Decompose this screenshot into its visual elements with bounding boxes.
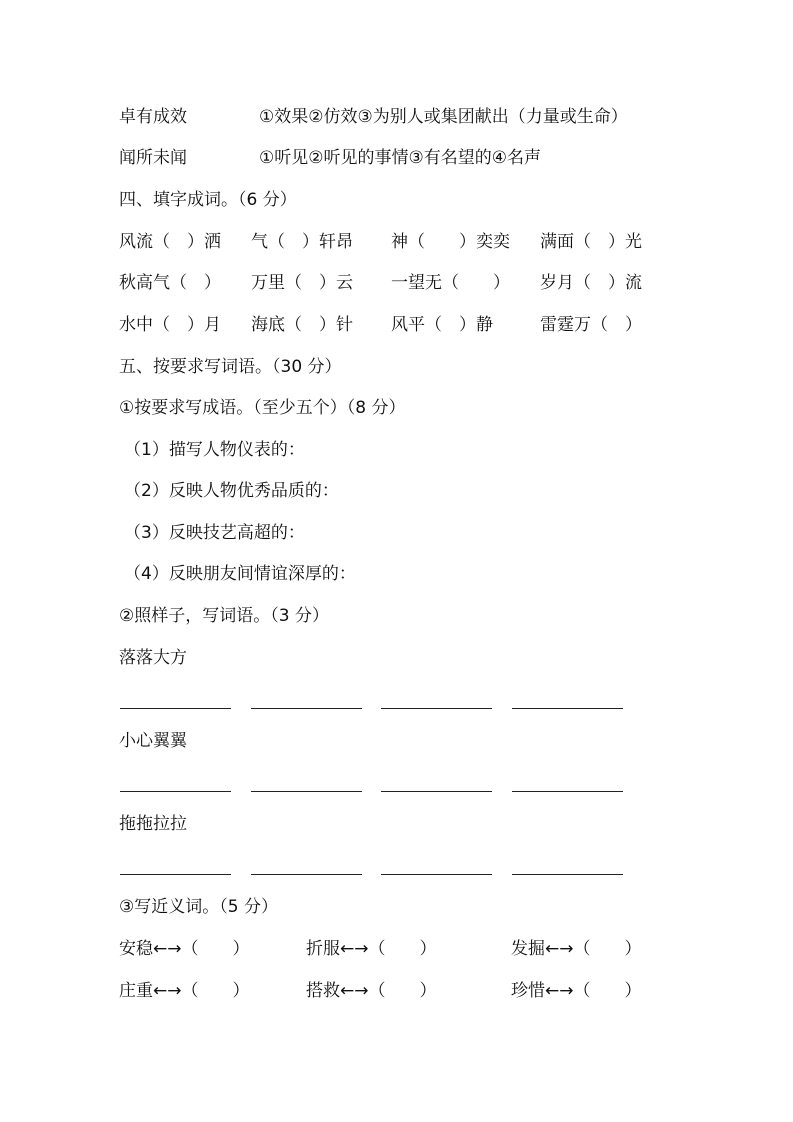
vocab-word-1: 卓有成效 (119, 107, 187, 127)
answer-blank[interactable] (251, 708, 362, 709)
answer-blank[interactable] (381, 791, 492, 792)
synonym-item: 庄重←→（ ） (119, 981, 250, 1001)
vocab-meaning-2: ①听见②听见的事情③有名望的④名声 (259, 148, 541, 168)
fill-item: 雷霆万（ ） (540, 315, 642, 335)
part1-title: ①按要求写成语。（至少五个）（8 分） (119, 398, 406, 418)
example-word: 小心翼翼 (119, 731, 187, 751)
fill-item: 海底（ ）针 (251, 315, 353, 335)
synonym-item: 珍惜←→（ ） (511, 981, 642, 1001)
section4-title: 四、填字成词。（6 分） (119, 190, 297, 210)
answer-blank[interactable] (512, 874, 623, 875)
example-word: 落落大方 (119, 648, 187, 668)
fill-item: 风流（ ）洒 (119, 232, 221, 252)
answer-blank[interactable] (120, 708, 231, 709)
answer-blank[interactable] (381, 874, 492, 875)
part2-title: ②照样子，写词语。（3 分） (119, 606, 329, 626)
vocab-word-2: 闻所未闻 (119, 148, 187, 168)
fill-item: 岁月（ ）流 (540, 273, 642, 293)
fill-item: 风平（ ）静 (391, 315, 493, 335)
section5-title: 五、按要求写词语。（30 分） (119, 357, 342, 377)
fill-item: 秋高气（ ） (119, 273, 221, 293)
fill-item: 气（ ）轩昂 (251, 232, 353, 252)
part3-title: ③写近义词。（5 分） (119, 897, 278, 917)
answer-blank[interactable] (120, 874, 231, 875)
part1-item: （3）反映技艺高超的： (124, 523, 305, 543)
part1-item: （2）反映人物优秀品质的： (124, 481, 339, 501)
fill-item: 满面（ ）光 (540, 232, 642, 252)
fill-item: 水中（ ）月 (119, 315, 221, 335)
fill-item: 神（ ）奕奕 (391, 232, 510, 252)
answer-blank[interactable] (251, 874, 362, 875)
example-word: 拖拖拉拉 (119, 814, 187, 834)
synonym-item: 安稳←→（ ） (119, 939, 250, 959)
part1-item: （1）描写人物仪表的： (124, 440, 305, 460)
synonym-item: 搭救←→（ ） (306, 981, 437, 1001)
vocab-meaning-1: ①效果②仿效③为别人或集团献出（力量或生命） (259, 107, 628, 127)
answer-blank[interactable] (120, 791, 231, 792)
synonym-item: 折服←→（ ） (306, 939, 437, 959)
answer-blank[interactable] (381, 708, 492, 709)
fill-item: 万里（ ）云 (251, 273, 353, 293)
answer-blank[interactable] (251, 791, 362, 792)
fill-item: 一望无（ ） (391, 273, 510, 293)
part1-item: （4）反映朋友间情谊深厚的： (124, 564, 356, 584)
answer-blank[interactable] (512, 708, 623, 709)
answer-blank[interactable] (512, 791, 623, 792)
synonym-item: 发掘←→（ ） (511, 939, 642, 959)
